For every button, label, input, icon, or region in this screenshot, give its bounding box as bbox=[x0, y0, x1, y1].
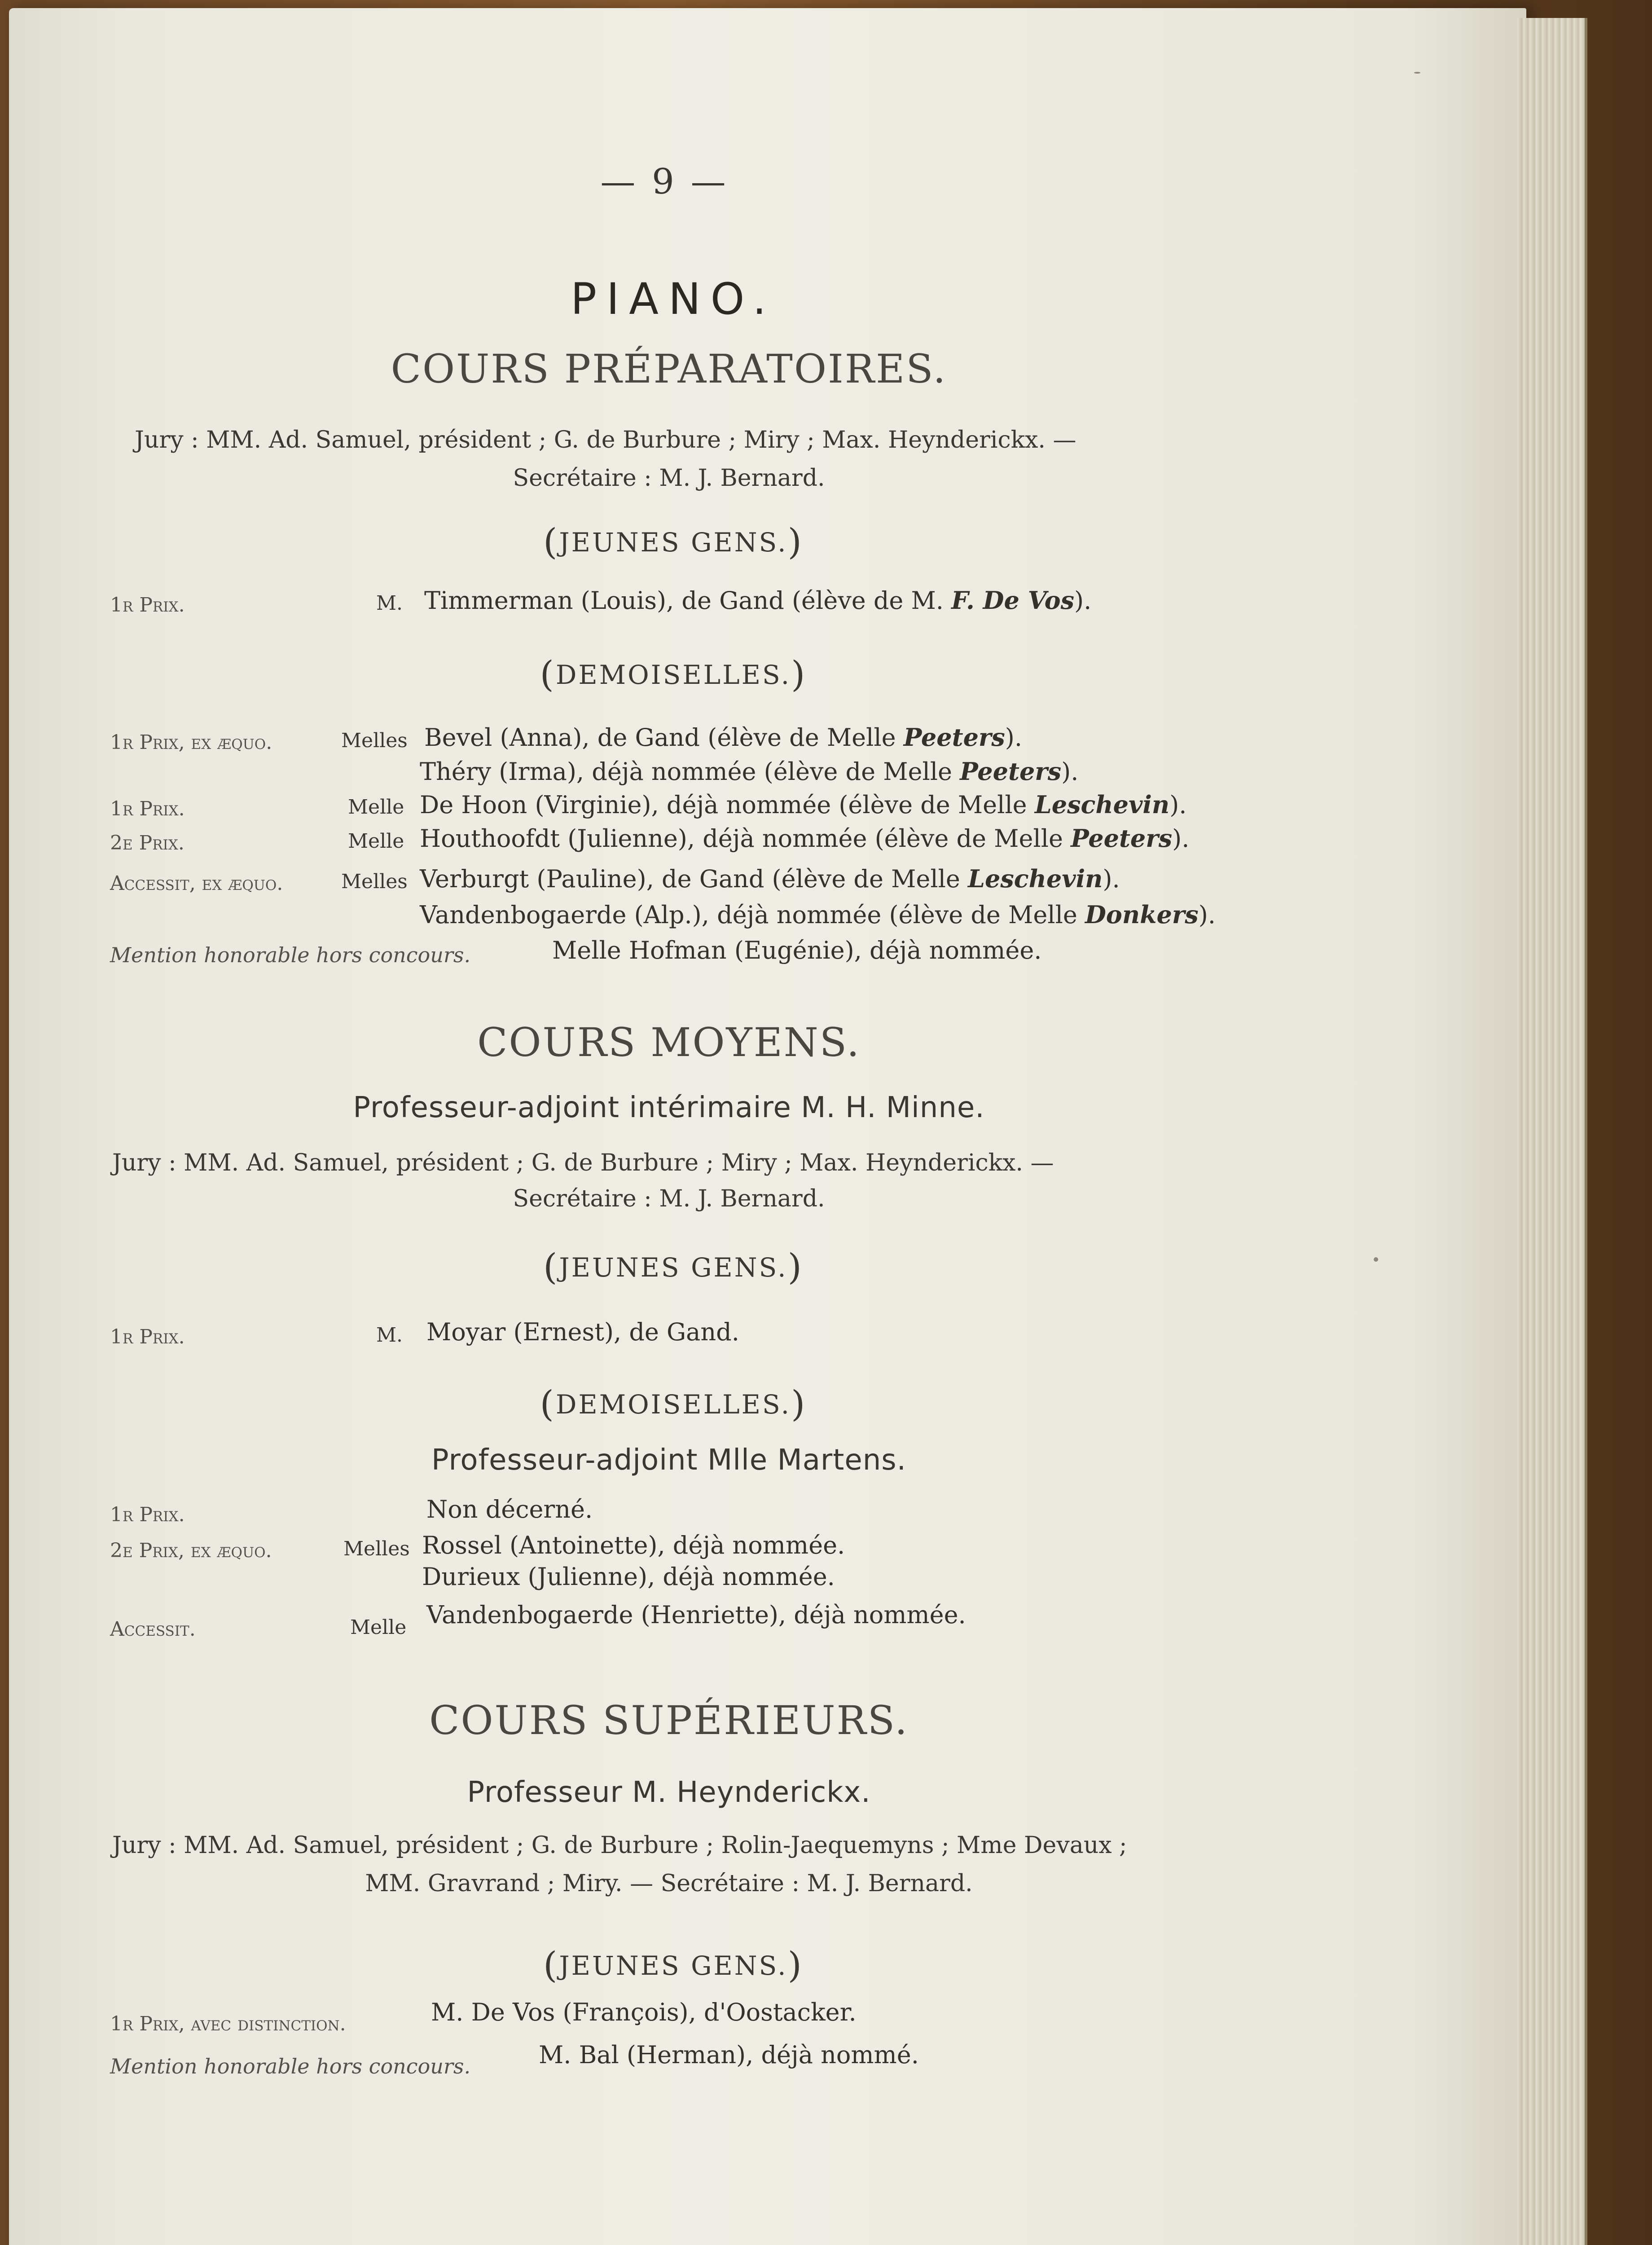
mention-label: Mention honorable hors concours. bbox=[110, 943, 471, 967]
heading-cours-preparatoires: COURS PRÉPARATOIRES. bbox=[391, 346, 947, 392]
prize-label: 1r Prix, ex æquo. bbox=[110, 731, 272, 754]
mention-label: Mention honorable hors concours. bbox=[110, 2054, 471, 2078]
prize-entry: Houthoofdt (Julienne), déjà nommée (élève de Melle Peeters). bbox=[420, 824, 1190, 853]
prize-title: Melle bbox=[348, 796, 404, 819]
prize-label: 1r Prix. bbox=[110, 1325, 185, 1348]
jury-secretary-line: MM. Gravrand ; Miry. — Secrétaire : M. J. Bernard. bbox=[365, 1870, 973, 1897]
prize-title: Melles bbox=[341, 870, 408, 893]
group-heading-jeunes-gens: (JEUNES GENS.) bbox=[543, 1246, 804, 1288]
prize-title: M. bbox=[376, 1324, 403, 1347]
prize-entry: Bevel (Anna), de Gand (élève de Melle Peeters). bbox=[424, 723, 1023, 752]
prize-entry: Théry (Irma), déjà nommée (élève de Melle Peeters). bbox=[420, 757, 1079, 786]
group-heading-demoiselles: (DEMOISELLES.) bbox=[540, 653, 807, 695]
prize-entry: Vandenbogaerde (Alp.), déjà nommée (élève de Melle Donkers). bbox=[420, 900, 1216, 929]
prize-entry: Timmerman (Louis), de Gand (élève de M. F. De Vos). bbox=[424, 586, 1092, 615]
prize-label: 2e Prix. bbox=[110, 832, 185, 854]
book-page bbox=[9, 8, 1526, 2245]
page-title: PIANO. bbox=[571, 274, 776, 324]
prize-entry: Moyar (Ernest), de Gand. bbox=[426, 1318, 739, 1346]
prize-entry: Rossel (Antoinette), déjà nommée. bbox=[422, 1531, 845, 1559]
mention-entry: Melle Hofman (Eugénie), déjà nommée. bbox=[552, 936, 1042, 964]
prize-entry: Verburgt (Pauline), de Gand (élève de Melle Leschevin). bbox=[420, 864, 1120, 893]
heading-cours-moyens: COURS MOYENS. bbox=[477, 1019, 861, 1065]
professor-line: Professeur-adjoint Mlle Martens. bbox=[431, 1444, 906, 1477]
prize-entry: Durieux (Julienne), déjà nommée. bbox=[422, 1563, 835, 1591]
prize-label: 1r Prix. bbox=[110, 1503, 185, 1526]
prize-title: Melles bbox=[343, 1537, 410, 1560]
prize-title: Melle bbox=[348, 830, 404, 853]
jury-line: Jury : MM. Ad. Samuel, président ; G. de Burbure ; Miry ; Max. Heynderickx. — bbox=[135, 427, 1076, 453]
prize-label: 1r Prix. bbox=[110, 594, 185, 616]
page-number: — 9 — bbox=[600, 162, 729, 202]
jury-secretary-line: Secrétaire : M. J. Bernard. bbox=[513, 1185, 825, 1212]
prize-label: 2e Prix, ex æquo. bbox=[110, 1539, 272, 1562]
prize-title: Melle bbox=[350, 1616, 407, 1639]
heading-cours-superieurs: COURS SUPÉRIEURS. bbox=[429, 1697, 909, 1743]
group-heading-demoiselles: (DEMOISELLES.) bbox=[540, 1383, 807, 1425]
professor-line: Professeur M. Heynderickx. bbox=[467, 1776, 871, 1809]
paper-speck bbox=[1414, 72, 1420, 74]
page-edges bbox=[1517, 18, 1587, 2245]
prize-label: 1r Prix. bbox=[110, 797, 185, 820]
professor-line: Professeur-adjoint intérimaire M. H. Minne. bbox=[353, 1091, 985, 1124]
prize-entry: M. De Vos (François), d'Oostacker. bbox=[431, 1998, 857, 2026]
prize-title: Melles bbox=[341, 729, 408, 752]
group-heading-jeunes-gens: (JEUNES GENS.) bbox=[543, 521, 804, 563]
paper-speck bbox=[1374, 1257, 1378, 1262]
prize-label: 1r Prix, avec distinction. bbox=[110, 2012, 346, 2035]
jury-line: Jury : MM. Ad. Samuel, président ; G. de Burbure ; Rolin-Jaequemyns ; Mme Devaux ; bbox=[112, 1832, 1127, 1859]
group-heading-jeunes-gens: (JEUNES GENS.) bbox=[543, 1944, 804, 1986]
prize-entry: De Hoon (Virginie), déjà nommée (élève de Melle Leschevin). bbox=[420, 790, 1187, 819]
mention-entry: M. Bal (Herman), déjà nommé. bbox=[539, 2041, 919, 2069]
prize-title: M. bbox=[376, 592, 403, 615]
prize-entry: Non décerné. bbox=[426, 1495, 593, 1523]
jury-secretary-line: Secrétaire : M. J. Bernard. bbox=[513, 465, 825, 492]
jury-line: Jury : MM. Ad. Samuel, président ; G. de Burbure ; Miry ; Max. Heynderickx. — bbox=[112, 1149, 1054, 1176]
prize-entry: Vandenbogaerde (Henriette), déjà nommée. bbox=[426, 1601, 966, 1629]
prize-label: Accessit. bbox=[110, 1618, 196, 1641]
prize-label: Accessit, ex æquo. bbox=[110, 872, 283, 895]
